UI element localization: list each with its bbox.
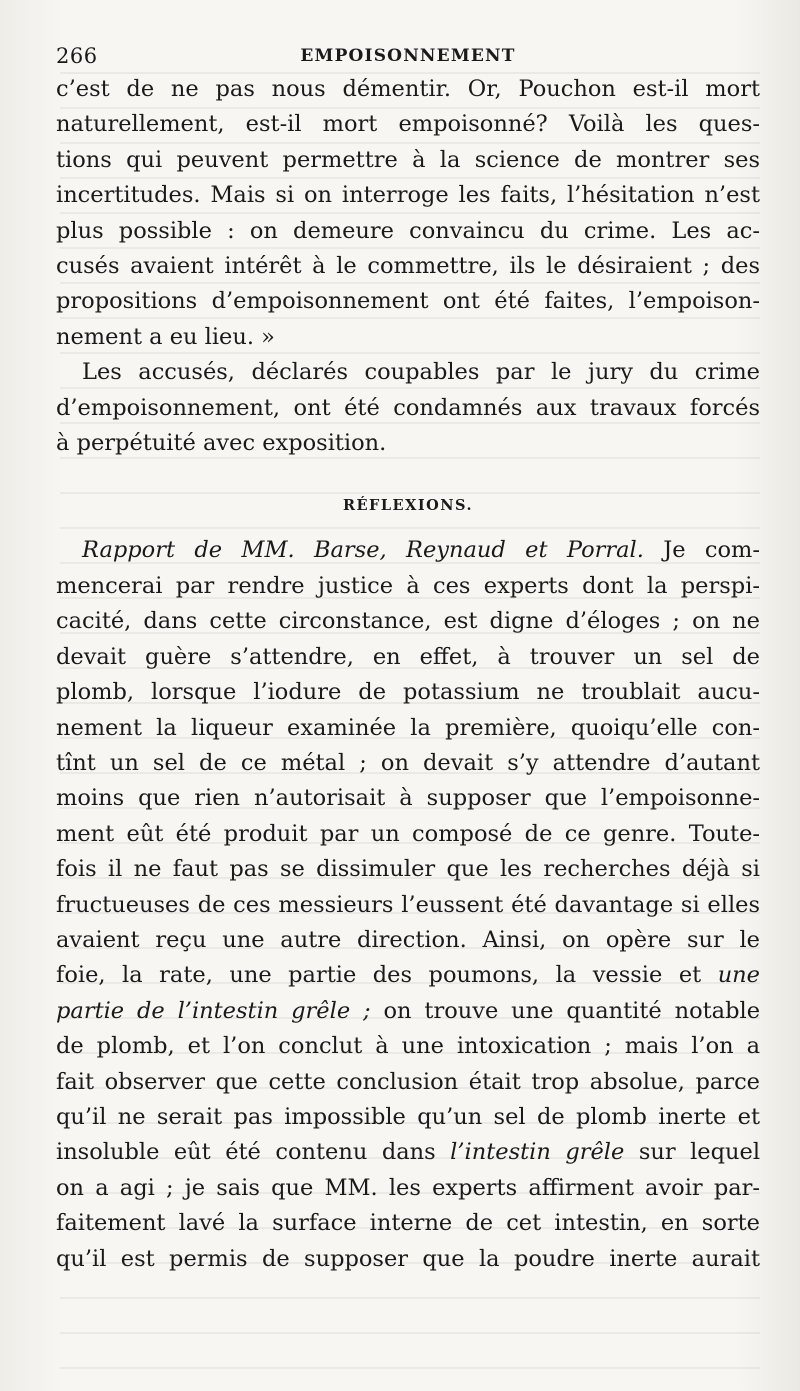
paragraph-1: [56, 72, 760, 355]
italic-text: partie de l’intestin grêle ;: [56, 997, 371, 1024]
text-line: moins que rien n’autorisait à supposer que l’empoisonne-: [56, 785, 760, 812]
text-line: d’empoisonnement, ont été condamnés aux travaux forcés: [56, 394, 760, 421]
text-line: tînt un sel de ce métal ; on devait s’y attendre d’autant: [56, 749, 760, 776]
text-line: tions qui peuvent permettre à la science de montrer ses: [56, 146, 760, 173]
text-line: qu’il ne serait pas impossible qu’un sel de plomb inerte et: [56, 1103, 760, 1130]
text-line: qu’il est permis de supposer que la poudre inerte aurait: [56, 1245, 760, 1272]
text-line: faitement lavé la surface interne de cet intestin, en sorte: [56, 1210, 760, 1237]
paragraph-3: [56, 533, 760, 1277]
text-line: fait observer que cette conclusion était trop absolue, parce: [56, 1068, 760, 1095]
italic-text: Rapport de MM. Barse, Reynaud et Porral.: [82, 537, 644, 564]
text-line: plus possible : on demeure convaincu du crime. Les ac-: [56, 217, 760, 244]
text-line: nement la liqueur examinée la première, quoiqu’elle con-: [56, 714, 760, 741]
text-line: nement a eu lieu. »: [56, 323, 275, 350]
running-title: EMPOISONNEMENT: [300, 46, 516, 66]
text-line: avaient reçu une autre direction. Ainsi, on opère sur le: [56, 926, 760, 953]
text-line: [56, 994, 760, 1029]
text-line: cacité, dans cette circonstance, est digne d’éloges ; on ne: [56, 608, 760, 635]
italic-text: une: [701, 962, 760, 989]
text-fragment: on trouve une quantité notable: [370, 997, 761, 1024]
text-line: on a agi ; je sais que MM. les experts affirment avoir par-: [56, 1174, 760, 1201]
text-fragment: sur lequel: [624, 1139, 761, 1166]
text-line: à perpétuité avec exposition.: [56, 430, 387, 457]
text-line: fois il ne faut pas se dissimuler que les recherches déjà si: [56, 856, 760, 883]
section-heading: RÉFLEXIONS.: [342, 497, 474, 515]
text-fragment: foie, la rate, une partie des poumons, la vessie et: [56, 962, 702, 989]
text-line: [56, 1135, 760, 1170]
text-line: de plomb, et l’on conclut à une intoxication ; mais l’on a: [56, 1033, 760, 1060]
italic-text: l’intestin grêle: [435, 1139, 625, 1166]
page-header: [56, 40, 760, 74]
paragraph-2: [56, 355, 760, 461]
text-fragment: Je com-: [643, 537, 760, 564]
text-line: ment eût été produit par un composé de ce genre. Toute-: [56, 820, 760, 847]
text-line: devait guère s’attendre, en effet, à trouver un sel de: [56, 643, 760, 670]
text-line: cusés avaient intérêt à le commettre, ils le désiraient ; des: [56, 253, 760, 280]
text-line: incertitudes. Mais si on interroge les faits, l’hésitation n’est: [56, 182, 760, 209]
text-line: [56, 533, 760, 568]
text-line: propositions d’empoisonnement ont été faites, l’empoison-: [56, 288, 760, 315]
text-fragment: insoluble eût été contenu dans: [56, 1139, 436, 1166]
text-line: c’est de ne pas nous démentir. Or, Pouchon est-il mort: [56, 76, 760, 102]
body-text: [56, 72, 760, 1277]
text-line: plomb, lorsque l’iodure de potassium ne troublait aucu-: [56, 679, 760, 706]
text-line: fructueuses de ces messieurs l’eussent été davantage si elles: [56, 891, 760, 918]
page-number: 266: [56, 44, 98, 68]
text-line: mencerai par rendre justice à ces experts dont la perspi-: [56, 572, 760, 599]
text-line: Les accusés, déclarés coupables par le jury du crime: [82, 359, 760, 386]
text-line: [56, 958, 760, 993]
text-line: naturellement, est-il mort empoisonné? Voilà les ques-: [56, 111, 760, 138]
